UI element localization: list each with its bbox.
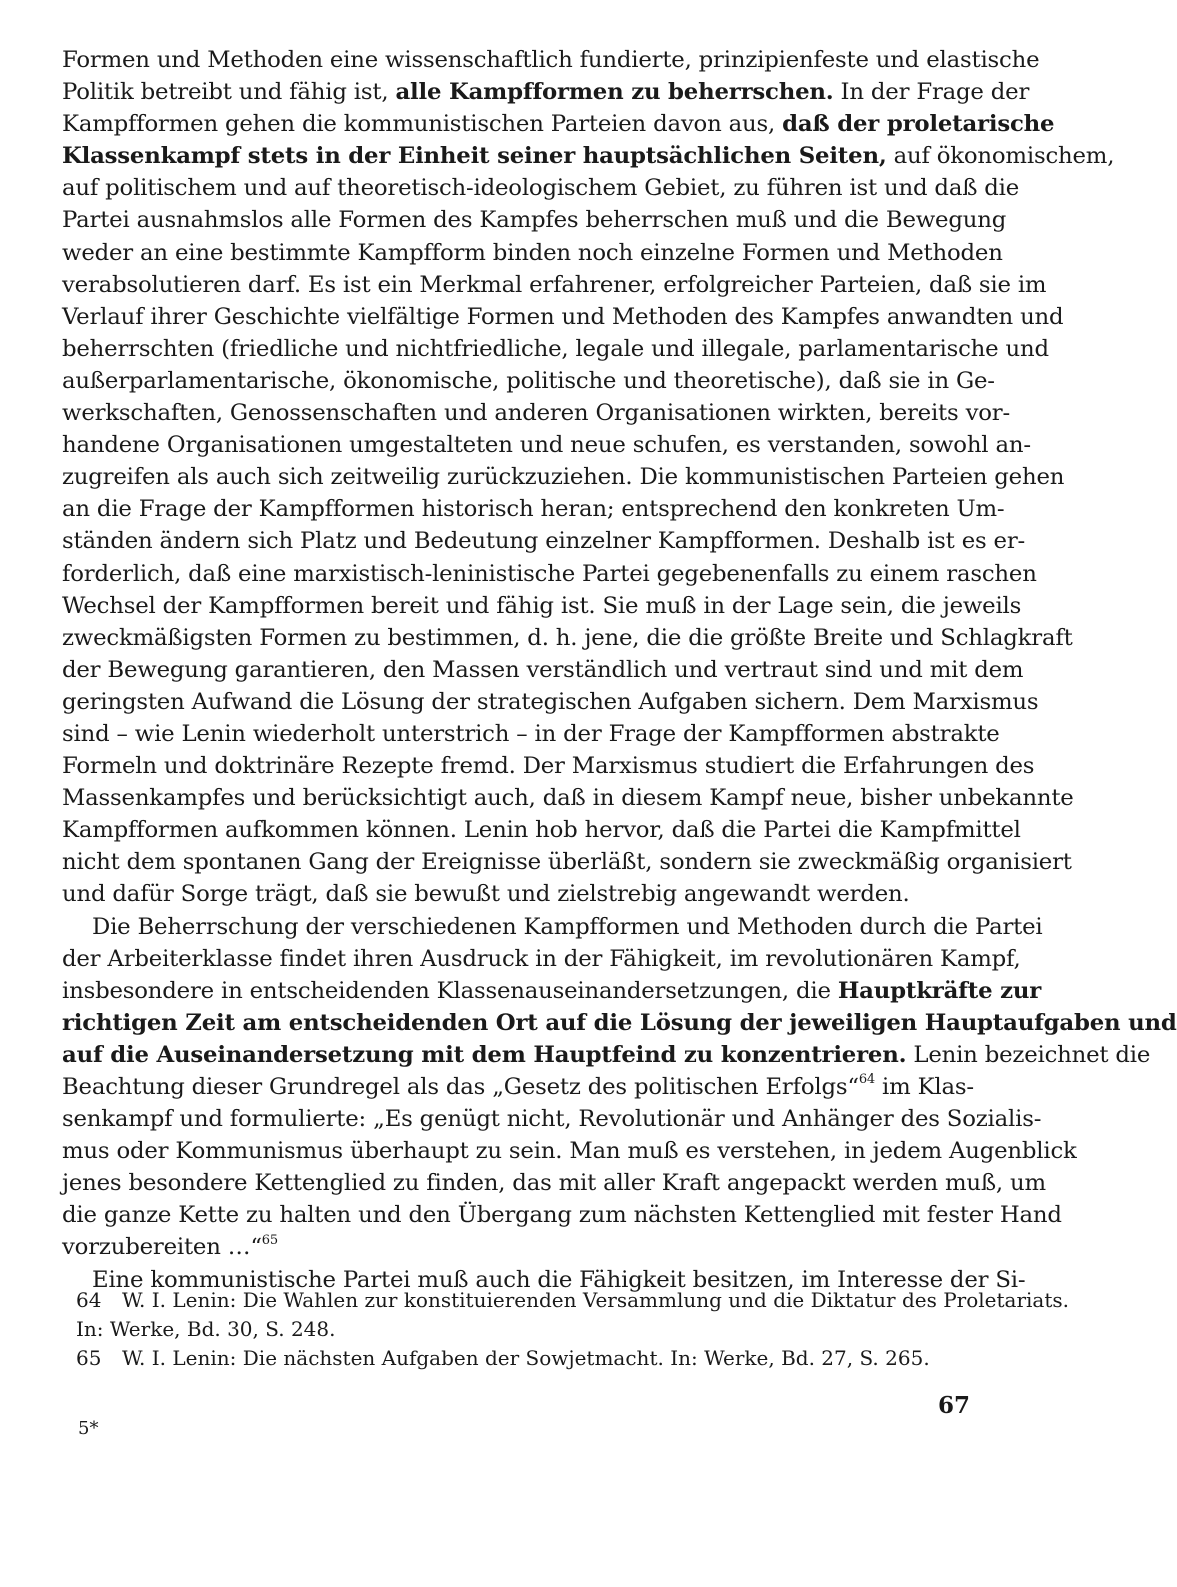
- text-line: Die Beherrschung der verschiedenen Kampfformen und Methoden durch die Partei: [92, 913, 1043, 940]
- text-line: handene Organisationen umgestalteten und neue schufen, es verstanden, sowohl an-: [62, 432, 1031, 459]
- text-line: die ganze Kette zu halten und den Übergang zum nächsten Kettenglied mit fester Hand: [62, 1202, 1062, 1229]
- text-line: Klassenkampf stets in der Einheit seiner hauptsächlichen Seiten, auf ökonomischem,: [62, 143, 1115, 170]
- text-line: jenes besondere Kettenglied zu finden, das mit aller Kraft angepackt werden muß, um: [62, 1170, 1046, 1197]
- footnote-ref: 65: [261, 1232, 278, 1248]
- text-line: zweckmäßigsten Formen zu bestimmen, d. h. jene, die die größte Breite und Schlagkraft: [62, 624, 1073, 651]
- text-line: der Bewegung garantieren, den Massen verständlich und vertraut sind und mit dem: [62, 656, 1024, 683]
- text-line: insbesondere in entscheidenden Klassenauseinandersetzungen, die Hauptkräfte zur: [62, 977, 1042, 1004]
- text-line: Massenkampfes und berücksichtigt auch, daß in diesem Kampf neue, bisher unbekannte: [62, 785, 1074, 812]
- text-line: Eine kommunistische Partei muß auch die Fähigkeit besitzen, im Interesse der Si-: [92, 1266, 1026, 1293]
- text-line: weder an eine bestimmte Kampfform binden noch einzelne Formen und Methoden: [62, 239, 1003, 266]
- text-line: ständen ändern sich Platz und Bedeutung einzelner Kampfformen. Deshalb ist es er-: [62, 528, 1026, 555]
- text-line: auf die Auseinandersetzung mit dem Hauptfeind zu konzentrieren. Lenin bezeichnet die: [62, 1041, 1151, 1068]
- main-text: [62, 44, 1177, 1296]
- text-line: senkampf und formulierte: „Es genügt nicht, Revolutionär und Anhänger des Sozialis-: [62, 1106, 1042, 1133]
- text-line: Formeln und doktrinäre Rezepte fremd. Der Marxismus studiert die Erfahrungen des: [62, 753, 1035, 780]
- footnotes: [76, 1286, 1070, 1373]
- text-line: beherrschten (friedliche und nichtfriedliche, legale und illegale, parlamentarische und: [62, 335, 1049, 362]
- text-line: Verlauf ihrer Geschichte vielfältige Formen und Methoden des Kampfes anwandten und: [62, 303, 1064, 330]
- text-line: mus oder Kommunismus überhaupt zu sein. Man muß es verstehen, in jedem Augenblick: [62, 1138, 1077, 1165]
- text-line: Wechsel der Kampfformen bereit und fähig ist. Sie muß in der Lage sein, die jeweils: [62, 592, 1022, 619]
- text-line: Kampfformen gehen die kommunistischen Parteien davon aus, daß der proletarische: [62, 111, 1055, 138]
- bold-phrase: Klassenkampf stets in der Einheit seiner hauptsächlichen Seiten,: [62, 143, 887, 170]
- text-line: und dafür Sorge trägt, daß sie bewußt und zielstrebig angewandt werden.: [62, 881, 910, 908]
- text-line: forderlich, daß eine marxistisch-leninistische Partei gegebenenfalls zu einem raschen: [62, 560, 1037, 587]
- bold-phrase: Hauptkräfte zur: [837, 977, 1042, 1004]
- text-line: zugreifen als auch sich zeitweilig zurückzuziehen. Die kommunistischen Parteien gehen: [62, 464, 1065, 491]
- text-line: außerparlamentarische, ökonomische, politische und theoretische), daß sie in Ge-: [62, 367, 995, 394]
- text-line: Formen und Methoden eine wissenschaftlich fundierte, prinzipienfeste und elastische: [62, 47, 1040, 73]
- text-line: Beachtung dieser Grundregel als das „Gesetz des politischen Erfolgs“$^{64}$ im Klas-: [62, 1072, 974, 1100]
- text-line: richtigen Zeit am entscheidenden Ort auf die Lösung der jeweiligen Hauptaufgaben und: [62, 1009, 1177, 1036]
- text-line: auf politischem und auf theoretisch-ideologischem Gebiet, zu führen ist und daß die: [62, 175, 1020, 202]
- signature-mark: 5*: [78, 1418, 99, 1439]
- text-line: vorzubereiten …“$^{65}$: [62, 1232, 278, 1261]
- footnote-64-cont: In: Werke, Bd. 30, S. 248.: [76, 1317, 336, 1341]
- bold-phrase: daß der proletarische: [782, 111, 1055, 138]
- text-line: der Arbeiterklasse findet ihren Ausdruck in der Fähigkeit, im revolutionären Kampf,: [62, 945, 1021, 972]
- text-line: an die Frage der Kampfformen historisch heran; entsprechend den konkreten Um-: [62, 496, 1005, 523]
- text-line: sind – wie Lenin wiederholt unterstrich – in der Frage der Kampfformen abstrakte: [62, 720, 1000, 747]
- page-number: 67: [938, 1392, 971, 1419]
- bold-phrase: alle Kampfformen zu beherrschen.: [395, 79, 834, 106]
- footnote-64: 64 W. I. Lenin: Die Wahlen zur konstituierenden Versammlung und die Diktatur des Proletariats.: [76, 1288, 1070, 1312]
- text-line: verabsolutieren darf. Es ist ein Merkmal erfahrener, erfolgreicher Parteien, daß sie im: [62, 271, 1047, 298]
- text-line: Partei ausnahmslos alle Formen des Kampfes beherrschen muß und die Bewegung: [62, 207, 1007, 234]
- text-line: Politik betreibt und fähig ist, alle Kampfformen zu beherrschen. In der Frage der: [62, 79, 1030, 106]
- text-line: Kampfformen aufkommen können. Lenin hob hervor, daß die Partei die Kampfmittel: [62, 817, 1021, 844]
- text-line: werkschaften, Genossenschaften und anderen Organisationen wirkten, bereits vor-: [62, 400, 1010, 427]
- text-line: nicht dem spontanen Gang der Ereignisse überläßt, sondern sie zweckmäßig organisiert: [62, 849, 1072, 876]
- text-line: geringsten Aufwand die Lösung der strategischen Aufgaben sichern. Dem Marxismus: [62, 688, 1039, 715]
- footnote-65: 65 W. I. Lenin: Die nächsten Aufgaben der Sowjetmacht. In: Werke, Bd. 27, S. 265.: [76, 1346, 930, 1370]
- bold-phrase: auf die Auseinandersetzung mit dem Hauptfeind zu konzentrieren.: [62, 1041, 907, 1068]
- footnote-ref: 64: [858, 1072, 875, 1088]
